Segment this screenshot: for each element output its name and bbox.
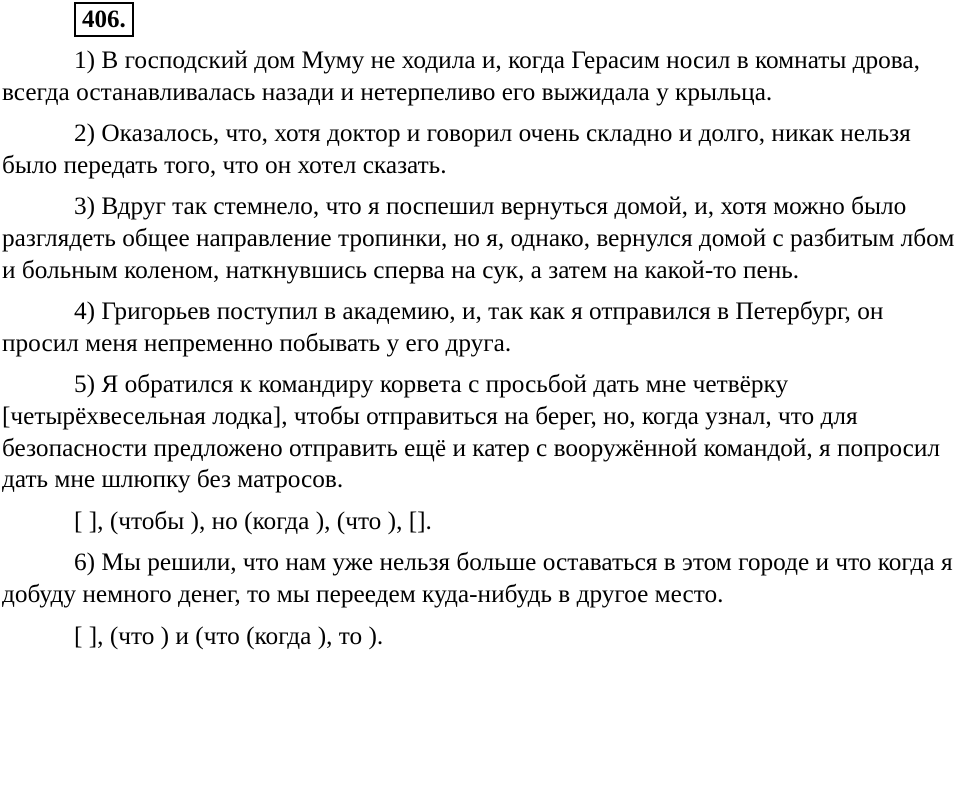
sentence-2: 2) Оказалось, что, хотя доктор и говорил очень складно и долго, никак нельзя было передать того, что он хотел сказать. [2, 119, 911, 179]
exercise-text [2, 45, 958, 662]
sentence-5: 5) Я обратился к командиру корвета с просьбой дать мне четвёрку [четырёхвесельная лодка], чтобы отправиться на берег, но, когда узнал, что для безопасности предложено отправить ещё и катер с вооружённой командой, я попросил дать мне шлюпку без матросов. [2, 370, 941, 494]
sentence-6: 6) Мы решили, что нам уже нельзя больше оставаться в этом городе и что когда я добуду немного денег, то мы переедем куда-нибудь в другое место. [2, 548, 953, 608]
sentence-5-scheme: [ ], (чтобы ), но (когда ), (что ), []. [74, 506, 432, 535]
sentence-1: 1) В господский дом Муму не ходила и, когда Герасим носил в комнаты дрова, всегда останавливалась назади и нетерпеливо его выжидала у крыльца. [2, 46, 920, 106]
sentence-6-scheme: [ ], (что ) и (что (когда ), то ). [74, 621, 384, 650]
exercise-number: 406. [74, 2, 134, 37]
sentence-3: 3) Вдруг так стемнело, что я поспешил вернуться домой, и, хотя можно было разглядеть общее направление тропинки, но я, однако, вернулся домой с разбитым лбом и больным коленом, наткнувшись сперва на сук, а затем на какой-то пень. [2, 192, 955, 284]
sentence-4: 4) Григорьев поступил в академию, и, так как я отправился в Петербург, он просил меня непременно побывать у его друга. [2, 297, 884, 357]
